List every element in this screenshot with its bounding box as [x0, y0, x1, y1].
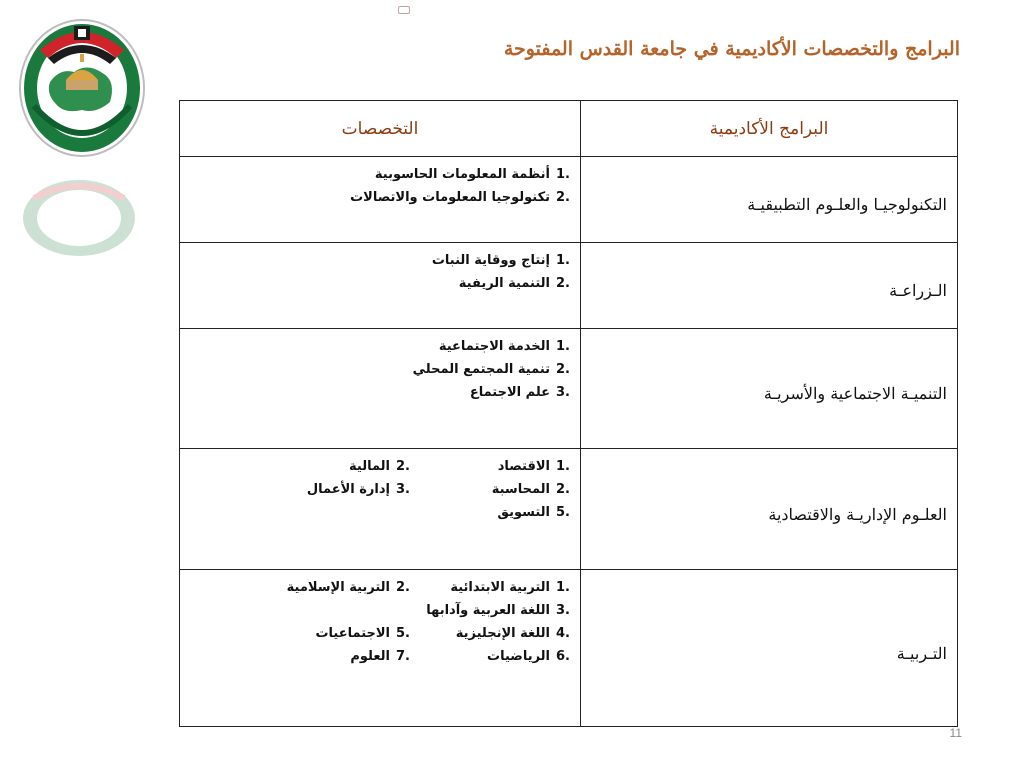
item-number: 3.: [396, 482, 410, 497]
item-number: 2.: [396, 459, 410, 474]
table-row: [180, 329, 958, 449]
list-item: [180, 272, 570, 295]
item-label: الاقتصاد: [497, 459, 551, 474]
university-emblem-icon: [12, 10, 152, 160]
table-row: [180, 570, 958, 727]
item-number: 2.: [556, 362, 570, 377]
item-number: 6.: [556, 649, 570, 664]
item-label: التسويق: [497, 505, 551, 520]
item-label: التربية الابتدائية: [450, 580, 551, 595]
table-row: [180, 157, 958, 243]
item-number: 3.: [556, 385, 570, 400]
program-name: الـزراعـة: [889, 281, 947, 300]
program-name: التنميـة الاجتماعية والأسريـة: [763, 384, 947, 403]
list-item: [225, 455, 410, 478]
programs-table: [179, 100, 958, 727]
item-number: 1.: [556, 253, 570, 268]
item-label: الرياضيات: [487, 649, 551, 664]
list-item: [225, 576, 410, 599]
spec-cell: [180, 449, 581, 570]
list-item: [410, 645, 570, 668]
item-label: اللغة العربية وآدابها: [426, 603, 551, 618]
item-number: 3.: [556, 603, 570, 618]
spec-list: [180, 249, 570, 295]
item-label: التنمية الريفية: [458, 276, 551, 291]
list-item: [225, 599, 410, 622]
list-item: [225, 478, 410, 501]
item-label: المالية: [349, 459, 391, 474]
program-name: العلـوم الإداريـة والاقتصادية: [768, 504, 947, 524]
spec-list: [180, 576, 570, 668]
list-item: [410, 478, 570, 501]
item-label: اللغة الإنجليزية: [455, 626, 551, 641]
item-number: 4.: [556, 626, 570, 641]
item-label: إنتاج ووقاية النبات: [431, 253, 551, 268]
list-item: [410, 501, 570, 524]
item-label: أنظمة المعلومات الحاسوبية: [374, 167, 551, 182]
item-label: الاجتماعيات: [315, 626, 391, 641]
spec-cell: [180, 570, 581, 727]
list-item: [180, 249, 570, 272]
spec-list: [180, 335, 570, 404]
table-row: [180, 243, 958, 329]
item-number: 5.: [556, 505, 570, 520]
list-item: [180, 381, 570, 404]
spec-cell: [180, 329, 581, 449]
list-item: [410, 455, 570, 478]
list-item: [180, 358, 570, 381]
item-label: العلوم: [350, 649, 391, 664]
item-label: الخدمة الاجتماعية: [438, 339, 551, 354]
item-label: المحاسبة: [491, 482, 551, 497]
list-item: [180, 335, 570, 358]
list-item: [410, 599, 570, 622]
spec-cell: [180, 157, 581, 243]
page-number: 11: [949, 726, 962, 740]
item-label: إدارة الأعمال: [306, 482, 391, 497]
item-number: 2.: [396, 580, 410, 595]
item-label: تكنولوجيا المعلومات والاتصالات: [350, 190, 551, 205]
item-number: 2.: [556, 276, 570, 291]
item-number: 1.: [556, 167, 570, 182]
item-number: 1.: [556, 459, 570, 474]
emblem-reflection-icon: [20, 178, 138, 258]
item-label: التربية الإسلامية: [286, 580, 391, 595]
slide-title: البرامج والتخصصات الأكاديمية في جامعة القدس المفتوحة: [503, 38, 960, 60]
table-header-row: [180, 101, 958, 157]
program-name: التـربيـة: [896, 643, 947, 663]
spec-cell: [180, 243, 581, 329]
header-programs: البرامج الأكاديمية: [581, 101, 958, 157]
program-cell: [581, 329, 958, 449]
item-number: 7.: [396, 649, 410, 664]
list-item: [410, 622, 570, 645]
spec-list: [180, 163, 570, 209]
program-name: التكنولوجيـا والعلـوم التطبيقيـة: [747, 195, 947, 214]
program-cell: [581, 157, 958, 243]
list-item: [225, 622, 410, 645]
item-number: 5.: [396, 626, 410, 641]
program-cell: [581, 570, 958, 727]
program-cell: [581, 243, 958, 329]
item-number: 2.: [556, 482, 570, 497]
top-mark: [398, 6, 410, 14]
item-label: علم الاجتماع: [469, 385, 551, 400]
table-row: [180, 449, 958, 570]
header-specializations: التخصصات: [180, 101, 581, 157]
program-cell: [581, 449, 958, 570]
list-item: [180, 186, 570, 209]
list-item: [180, 163, 570, 186]
list-item: [410, 576, 570, 599]
item-number: 1.: [556, 580, 570, 595]
item-number: 1.: [556, 339, 570, 354]
list-item: [225, 645, 410, 668]
item-label: تنمية المجتمع المحلي: [412, 362, 551, 377]
item-number: 2.: [556, 190, 570, 205]
spec-list: [180, 455, 570, 524]
